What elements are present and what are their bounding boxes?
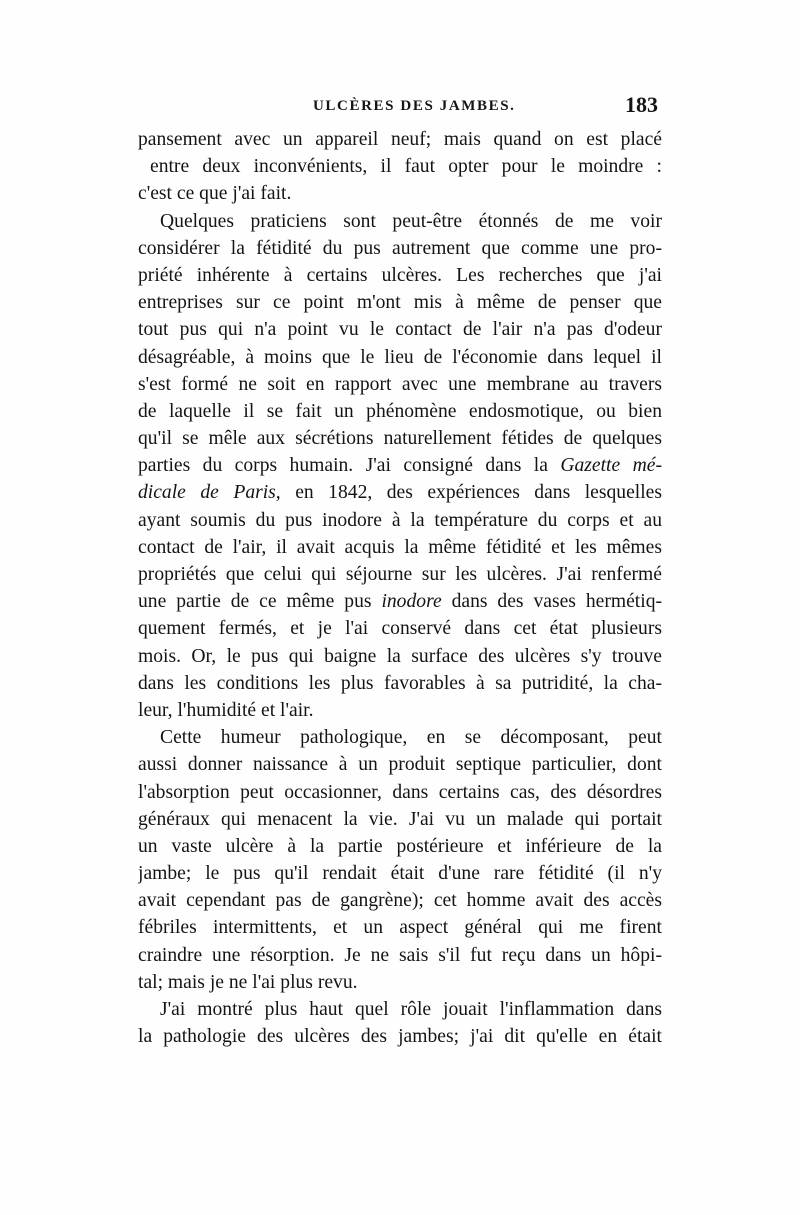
text-line-16: contact de l'air, il avait acquis la même fétidité et les mêmes bbox=[138, 536, 662, 558]
page-number: 183 bbox=[625, 92, 658, 117]
text-line-33: J'ai montré plus haut quel rôle jouait l'inflammation dans bbox=[160, 999, 662, 1020]
text-line-24: aussi donner naissance à un produit septique particulier, dont bbox=[138, 754, 662, 776]
text-line-25: l'absorption peut occasionner, dans certains cas, des désordres bbox=[138, 781, 662, 803]
text-line-14-roman: en 1842, des expériences dans lesquelles bbox=[280, 482, 662, 504]
text-line-13 bbox=[138, 452, 662, 479]
text-line-22: leur, l'humidité et l'air. bbox=[138, 699, 314, 721]
text-line-1: pansement avec un appareil neuf; mais quand on est placé bbox=[138, 129, 662, 150]
text-line-17: propriétés que celui qui séjourne sur les ulcères. J'ai renfermé bbox=[138, 564, 662, 585]
text-line-18 bbox=[138, 588, 662, 615]
running-head: ULCÈRES DES JAMBES. bbox=[313, 98, 516, 114]
text-line-20: mois. Or, le pus qui baigne la surface des ulcères s'y trouve bbox=[138, 645, 662, 667]
text-line-21: dans les conditions les plus favorables à sa putridité, la cha- bbox=[138, 672, 662, 694]
text-line-6: priété inhérente à certains ulcères. Les recherches que j'ai bbox=[138, 264, 662, 286]
inodore-italic: inodore bbox=[381, 591, 442, 613]
text-line-31: craindre une résorption. Je ne sais s'il fut reçu dans un hôpi- bbox=[138, 944, 662, 966]
text-line-4: Quelques praticiens sont peut-être étonnés de me voir bbox=[160, 210, 662, 232]
text-line-2: entre deux inconvénients, il faut opter pour le moindre : bbox=[150, 156, 662, 178]
text-line-9: désagréable, à moins que le lieu de l'économie dans lequel il bbox=[138, 346, 662, 368]
text-line-3: c'est ce que j'ai fait. bbox=[138, 183, 292, 205]
text-line-19: quement fermés, et je l'ai conservé dans cet état plusieurs bbox=[138, 618, 662, 640]
text-line-12: qu'il se mêle aux sécrétions naturellement fétides de quelques bbox=[138, 428, 662, 450]
text-line-13-roman: parties du corps humain. J'ai consigné dans la bbox=[138, 455, 548, 477]
text-line-5: considérer la fétidité du pus autrement que comme une pro- bbox=[138, 237, 662, 259]
text-line-34: la pathologie des ulcères des jambes; j'ai dit qu'elle en était bbox=[138, 1026, 662, 1048]
gazette-italic: Gazette mé- bbox=[560, 455, 662, 477]
text-line-30: fébriles intermittents, et un aspect général qui me firent bbox=[138, 917, 662, 939]
text-line-27: un vaste ulcère à la partie postérieure et inférieure de la bbox=[138, 835, 662, 857]
text-line-10: s'est formé ne soit en rapport avec une membrane au travers bbox=[138, 373, 662, 395]
text-line-23: Cette humeur pathologique, en se décomposant, peut bbox=[160, 727, 662, 749]
text-line-15: ayant soumis du pus inodore à la température du corps et au bbox=[138, 509, 662, 531]
text-line-14 bbox=[138, 479, 662, 506]
text-line-18-roman: une partie de ce même pus bbox=[138, 591, 382, 613]
text-line-11: de laquelle il se fait un phénomène endosmotique, ou bien bbox=[138, 400, 662, 422]
text-line-8: tout pus qui n'a point vu le contact de l'air n'a pas d'odeur bbox=[138, 319, 662, 341]
text-line-28: jambe; le pus qu'il rendait était d'une rare fétidité (il n'y bbox=[138, 863, 662, 885]
text-line-29: avait cependant pas de gangrène); cet homme avait des accès bbox=[138, 890, 662, 912]
text-line-26: généraux qui menacent la vie. J'ai vu un malade qui portait bbox=[138, 808, 662, 830]
page-header bbox=[138, 92, 658, 122]
text-line-7: entreprises sur ce point m'ont mis à même de penser que bbox=[138, 292, 662, 314]
dicale-italic: dicale de Paris, bbox=[138, 482, 281, 504]
text-line-32: tal; mais je ne l'ai plus revu. bbox=[138, 971, 358, 993]
body-text bbox=[138, 126, 662, 1050]
text-line-18-rest: dans des vases hermétiq- bbox=[441, 591, 662, 613]
